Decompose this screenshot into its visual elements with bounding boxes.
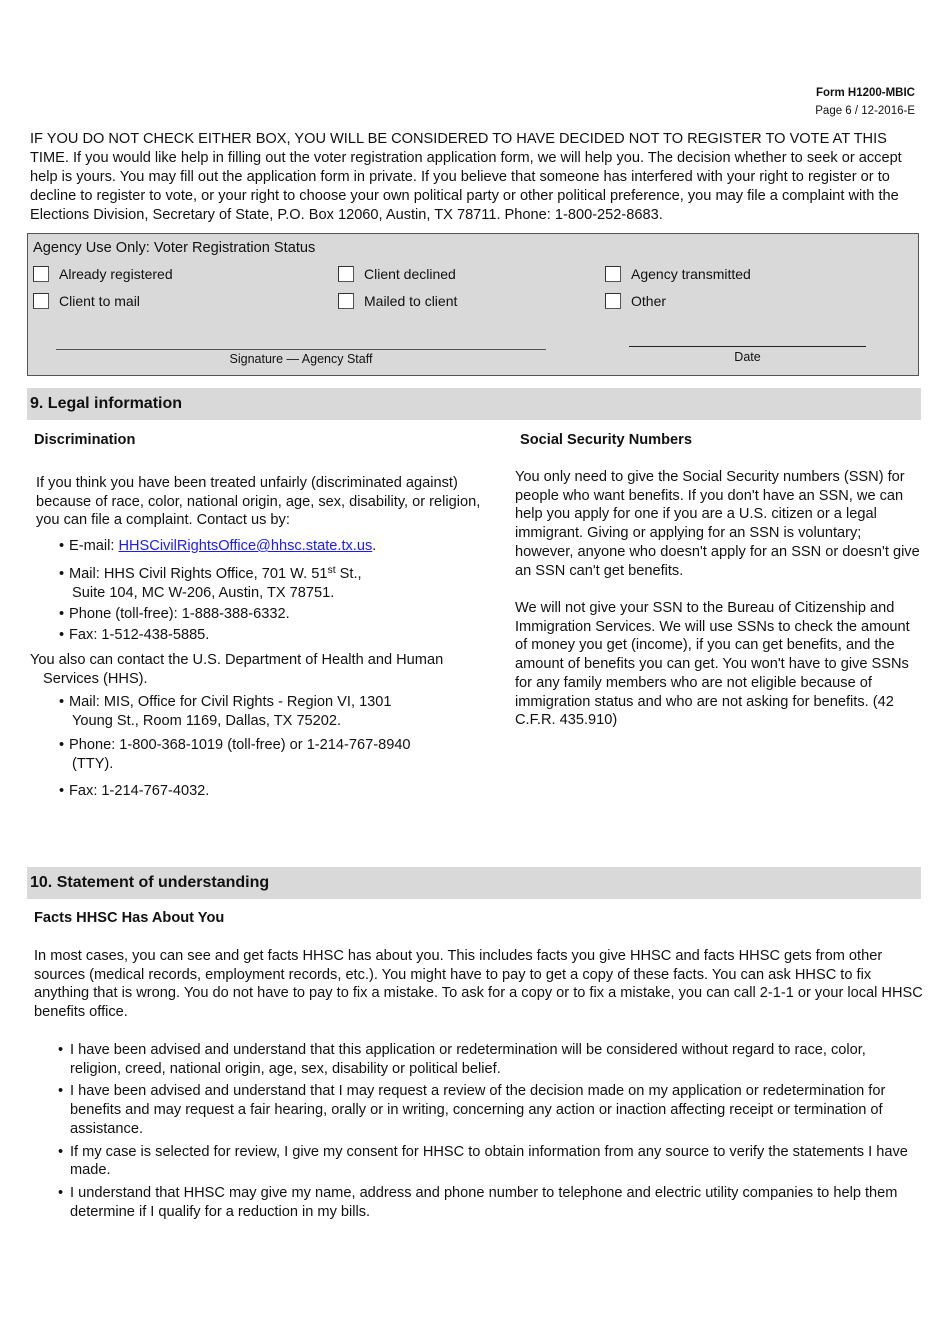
email-bullet: • E-mail: HHSCivilRightsOffice@hhsc.state.tx.us. [59, 538, 377, 554]
hhs-fax-bullet: • Fax: 1-214-767-4032. [59, 783, 210, 799]
checkbox-client-to-mail[interactable] [33, 293, 140, 309]
checkbox-already-registered[interactable] [33, 266, 173, 282]
checkbox[interactable] [338, 293, 354, 309]
understanding-item: • I have been advised and understand that I may request a review of the decision made on my application or redetermination for benefits and may request a fair hearing, orally or in writing, concerning any action or inaction affecting receipt or termination of assistance. [58, 1083, 886, 1137]
bullet-icon: • [59, 538, 65, 554]
signature-line[interactable] [56, 349, 546, 350]
understanding-item: • I have been advised and understand that this application or redetermination will be considered without regard to race, color, religion, creed, national origin, age, sex, disability or political belief. [58, 1042, 866, 1077]
understanding-list [58, 1041, 920, 1221]
checkbox-label: Other [631, 293, 667, 309]
checkbox-client-declined[interactable] [338, 266, 456, 282]
bullet-icon: • [59, 694, 65, 710]
ssn-paragraph-2: We will not give your SSN to the Bureau of Citizenship and Immigration Services. We will use SSNs to check the amount of money you get (income), if you can get benefits, and the amount of benefits you can get. You won't have to give SSNs for any family members who are not eligible because of immigration status and who are not asking for benefits. (42 C.F.R. 435.910) [515, 600, 910, 729]
checkbox[interactable] [605, 266, 621, 282]
checkbox-other[interactable] [605, 293, 666, 309]
hhs-intro: You also can contact the U.S. Department of Health and Human Services (HHS). [30, 652, 444, 687]
hhs-phone-bullet: • Phone: 1-800-368-1019 (toll-free) or 1-214-767-8940 (TTY). [59, 737, 411, 772]
checkbox-agency-transmitted[interactable] [605, 266, 751, 282]
bullet-icon: • [58, 1042, 64, 1058]
hhs-mail-bullet: • Mail: MIS, Office for Civil Rights - Region VI, 1301 Young St., Room 1169, Dallas, TX 75202. [59, 694, 392, 729]
bullet-icon: • [59, 783, 65, 799]
fax-bullet: • Fax: 1-512-438-5885. [59, 627, 210, 643]
checkbox-label: Client declined [364, 266, 456, 282]
page-info: Page 6 / 12-2016-E [815, 105, 915, 117]
checkbox-label: Mailed to client [364, 293, 458, 309]
bullet-icon: • [59, 566, 65, 582]
ssn-paragraph-1: You only need to give the Social Security numbers (SSN) for people who want benefits. If you don't have an SSN, we can help you apply for one if you are a U.S. citizen or a legal immigrant. Giving or applying for an SSN is voluntary; however, anyone who doesn't apply for an SSN or doesn't give an SSN can't get benefits. [515, 469, 920, 579]
checkbox-label: Client to mail [59, 293, 140, 309]
ssn-heading: Social Security Numbers [520, 432, 692, 448]
checkbox-label: Already registered [59, 266, 173, 282]
bullet-icon: • [59, 627, 65, 643]
bullet-icon: • [58, 1083, 64, 1100]
discrimination-intro: If you think you have been treated unfairly (discriminated against) because of race, color, national origin, age, sex, disability, or religion, you can file a complaint. Contact us by: [36, 475, 481, 529]
bullet-icon: • [58, 1184, 64, 1201]
date-line[interactable] [629, 346, 866, 347]
bullet-icon: • [59, 606, 65, 622]
signature-label: Signature — Agency Staff [229, 352, 373, 366]
phone-bullet: • Phone (toll-free): 1-888-388-6332. [59, 606, 290, 622]
checkbox[interactable] [33, 266, 49, 282]
agency-use-box [27, 233, 919, 376]
facts-heading: Facts HHSC Has About You [34, 910, 225, 926]
email-link[interactable]: HHSCivilRightsOffice@hhsc.state.tx.us [118, 538, 373, 554]
section-9-header: 9. Legal information [27, 388, 921, 420]
section-10-header: 10. Statement of understanding [27, 867, 921, 899]
form-id: Form H1200-MBIC [815, 87, 915, 99]
checkbox-mailed-to-client[interactable] [338, 293, 457, 309]
checkbox[interactable] [338, 266, 354, 282]
agency-box-title: Agency Use Only: Voter Registration Status [33, 240, 316, 256]
understanding-item: • If my case is selected for review, I give my consent for HHSC to obtain information from any source to verify the statements I have made. [58, 1143, 908, 1179]
checkbox[interactable] [33, 293, 49, 309]
understanding-item: • I understand that HHSC may give my name, address and phone number to telephone and electric utility companies to help them determine if I qualify for a reduction in my bills. [58, 1184, 898, 1220]
bullet-icon: • [59, 737, 65, 753]
form-header [815, 84, 915, 120]
facts-paragraph: In most cases, you can see and get facts HHSC has about you. This includes facts you give HHSC and facts HHSC gets from other sources (medical records, employment records, etc.). You might have to pay to get a copy of these facts. You can ask HHSC to fix anything that is wrong. You do not have to pay to fix a mistake. To ask for a copy or to fix a mistake, you can call 2-1-1 or your local HHSC benefits office. [34, 948, 923, 1021]
voter-registration-notice: IF YOU DO NOT CHECK EITHER BOX, YOU WILL BE CONSIDERED TO HAVE DECIDED NOT TO REGISTER TO VOTE AT THIS TIME. If you would like help in filling out the voter registration application form, we will help you. The decision whether to seek or accept help is yours. You may fill out the application form in private. If you believe that someone has interfered with your right to register or to decline to register to vote, or your right to choose your own political party or other political preference, you may file a complaint with the Elections Division, Secretary of State, P.O. Box 12060, Austin, TX 78711. Phone: 1-800-252-8683. [30, 131, 902, 223]
bullet-icon: • [58, 1143, 64, 1160]
checkbox[interactable] [605, 293, 621, 309]
date-label: Date [734, 350, 761, 364]
checkbox-label: Agency transmitted [631, 266, 751, 282]
discrimination-heading: Discrimination [34, 432, 136, 448]
mail-bullet: • Mail: HHS Civil Rights Office, 701 W. 51st St., Suite 104, MC W-206, Austin, TX 78751. [59, 564, 362, 601]
